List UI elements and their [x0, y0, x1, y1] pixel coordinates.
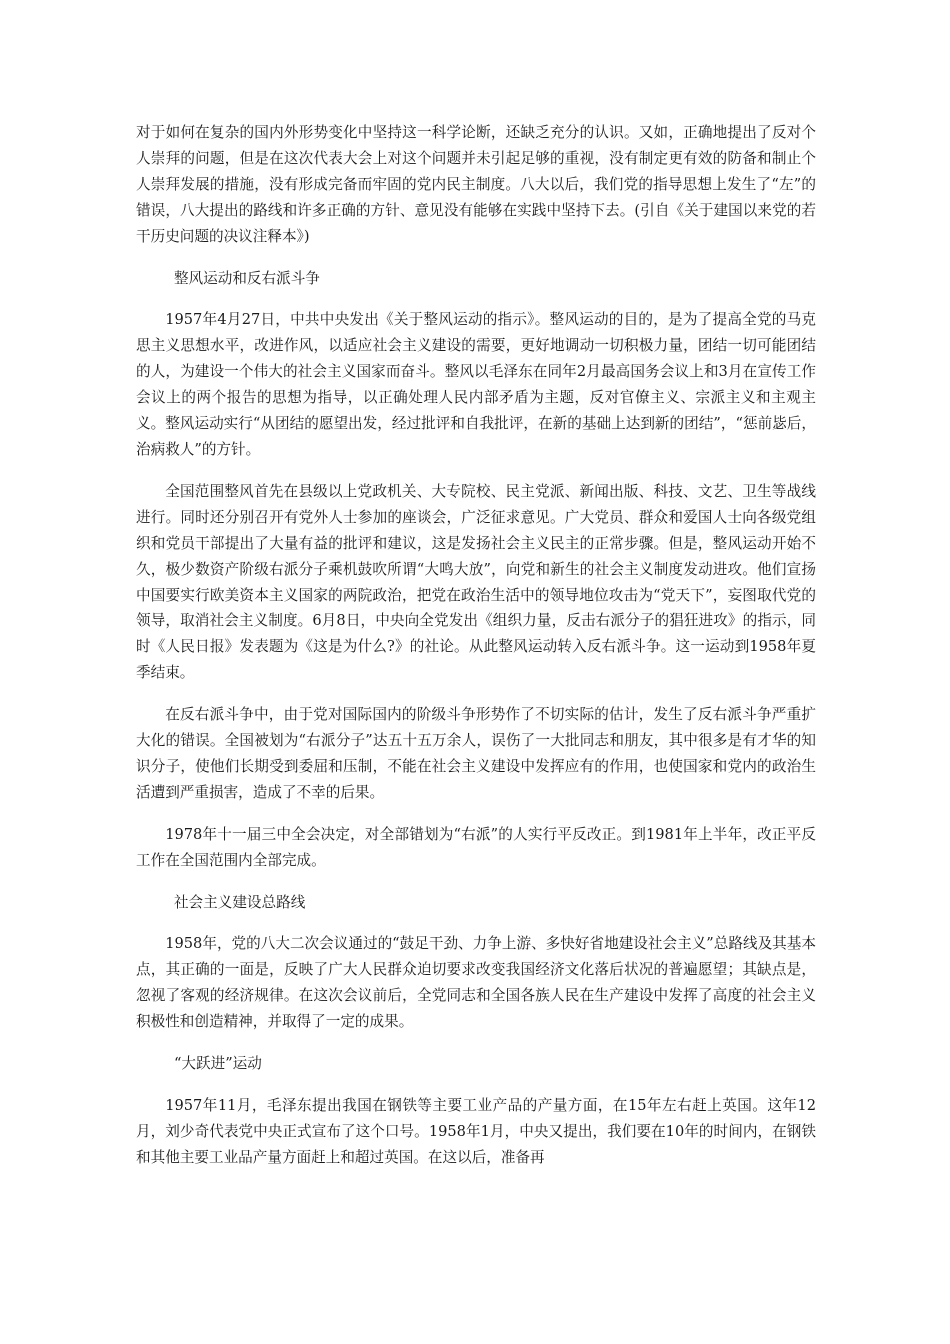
paragraph-great-leap: 1957年11月，毛泽东提出我国在钢铁等主要工业产品的产量方面，在15年左右赶上英国。这年12月，刘少奇代表党中央正式宣布了这个口号。1958年1月，中央又提出，我们要在10年的时间内，在钢铁和其他主要工业品产量方面赶上和超过英国。在这以后，准备再 — [136, 1097, 816, 1166]
paragraph-anti-rightist-errors: 在反右派斗争中，由于党对国际国内的阶级斗争形势作了不切实际的估计，发生了反右派斗争严重扩大化的错误。全国被划为“右派分子”达五十五万余人，误伤了一大批同志和朋友，其中很多是有才华的知识分子，使他们长期受到委屈和压制，不能在社会主义建设中发挥应有的作用，也使国家和党内的政治生活遭到严重损害，造成了不幸的后果。 — [136, 706, 816, 801]
section-heading-rectification: 整风运动和反右派斗争 — [173, 269, 320, 287]
paragraph-intro: 对于如何在复杂的国内外形势变化中坚持这一科学论断，还缺乏充分的认识。又如，正确地提出了反对个人崇拜的问题，但是在这次代表大会上对这个问题并未引起足够的重视，没有制定更有效的防备和制止个人崇拜发展的措施，没有形成完备而牢固的党内民主制度。八大以后，我们党的指导思想上发生了“左”的错误，八大提出的路线和许多正确的方针、意见没有能够在实践中坚持下去。(引自《关于建国以来党的若干历史问题的决议注释本》) — [136, 124, 816, 245]
section-heading-great-leap: “大跃进”运动 — [173, 1055, 262, 1073]
paragraph-rehabilitation: 1978年十一届三中全会决定，对全部错划为“右派”的人实行平反改正。到1981年上半年，改正平反工作在全国范围内全部完成。 — [136, 825, 816, 869]
paragraph-rectification-directive: 1957年4月27日，中共中央发出《关于整风运动的指示》。整风运动的目的，是为了提高全党的马克思主义思想水平，改进作风，以适应社会主义建设的需要，更好地调动一切积极力量，团结一切可能团结的人，为建设一个伟大的社会主义国家而奋斗。整风以毛泽东在同年2月最高国务会议上和3月在宣传工作会议上的两个报告的思想为指导，以正确处理人民内部矛盾为主题，反对官僚主义、宗派主义和主观主义。整风运动实行“从团结的愿望出发，经过批评和自我批评，在新的基础上达到新的团结”，“惩前毖后，治病救人”的方针。 — [136, 311, 816, 458]
document-page — [136, 120, 816, 1187]
paragraph-rectification-scope: 全国范围整风首先在县级以上党政机关、大专院校、民主党派、新闻出版、科技、文艺、卫生等战线进行。同时还分别召开有党外人士参加的座谈会，广泛征求意见。广大党员、群众和爱国人士向各级党组织和党员干部提出了大量有益的批评和建议，这是发扬社会主义民主的正常步骤。但是，整风运动开始不久，极少数资产阶级右派分子乘机鼓吹所谓“大鸣大放”，向党和新生的社会主义制度发动进攻。他们宣扬中国要实行欧美资本主义国家的两院政治，把党在政治生活中的领导地位攻击为“党天下”，妄图取代党的领导，取消社会主义制度。6月8日，中央向全党发出《组织力量，反击右派分子的猖狂进攻》的指示，同时《人民日报》发表题为《这是为什么?》的社论。从此整风运动转入反右派斗争。这一运动到1958年夏季结束。 — [136, 482, 816, 682]
section-heading-general-line: 社会主义建设总路线 — [173, 893, 306, 911]
paragraph-general-line: 1958年，党的八大二次会议通过的“鼓足干劲、力争上游、多快好省地建设社会主义”总路线及其基本点，其正确的一面是，反映了广大人民群众迫切要求改变我国经济文化落后状况的普遍愿望；其缺点是，忽视了客观的经济规律。在这次会议前后，全党同志和全国各族人民在生产建设中发挥了高度的社会主义积极性和创造精神，并取得了一定的成果。 — [136, 935, 816, 1031]
